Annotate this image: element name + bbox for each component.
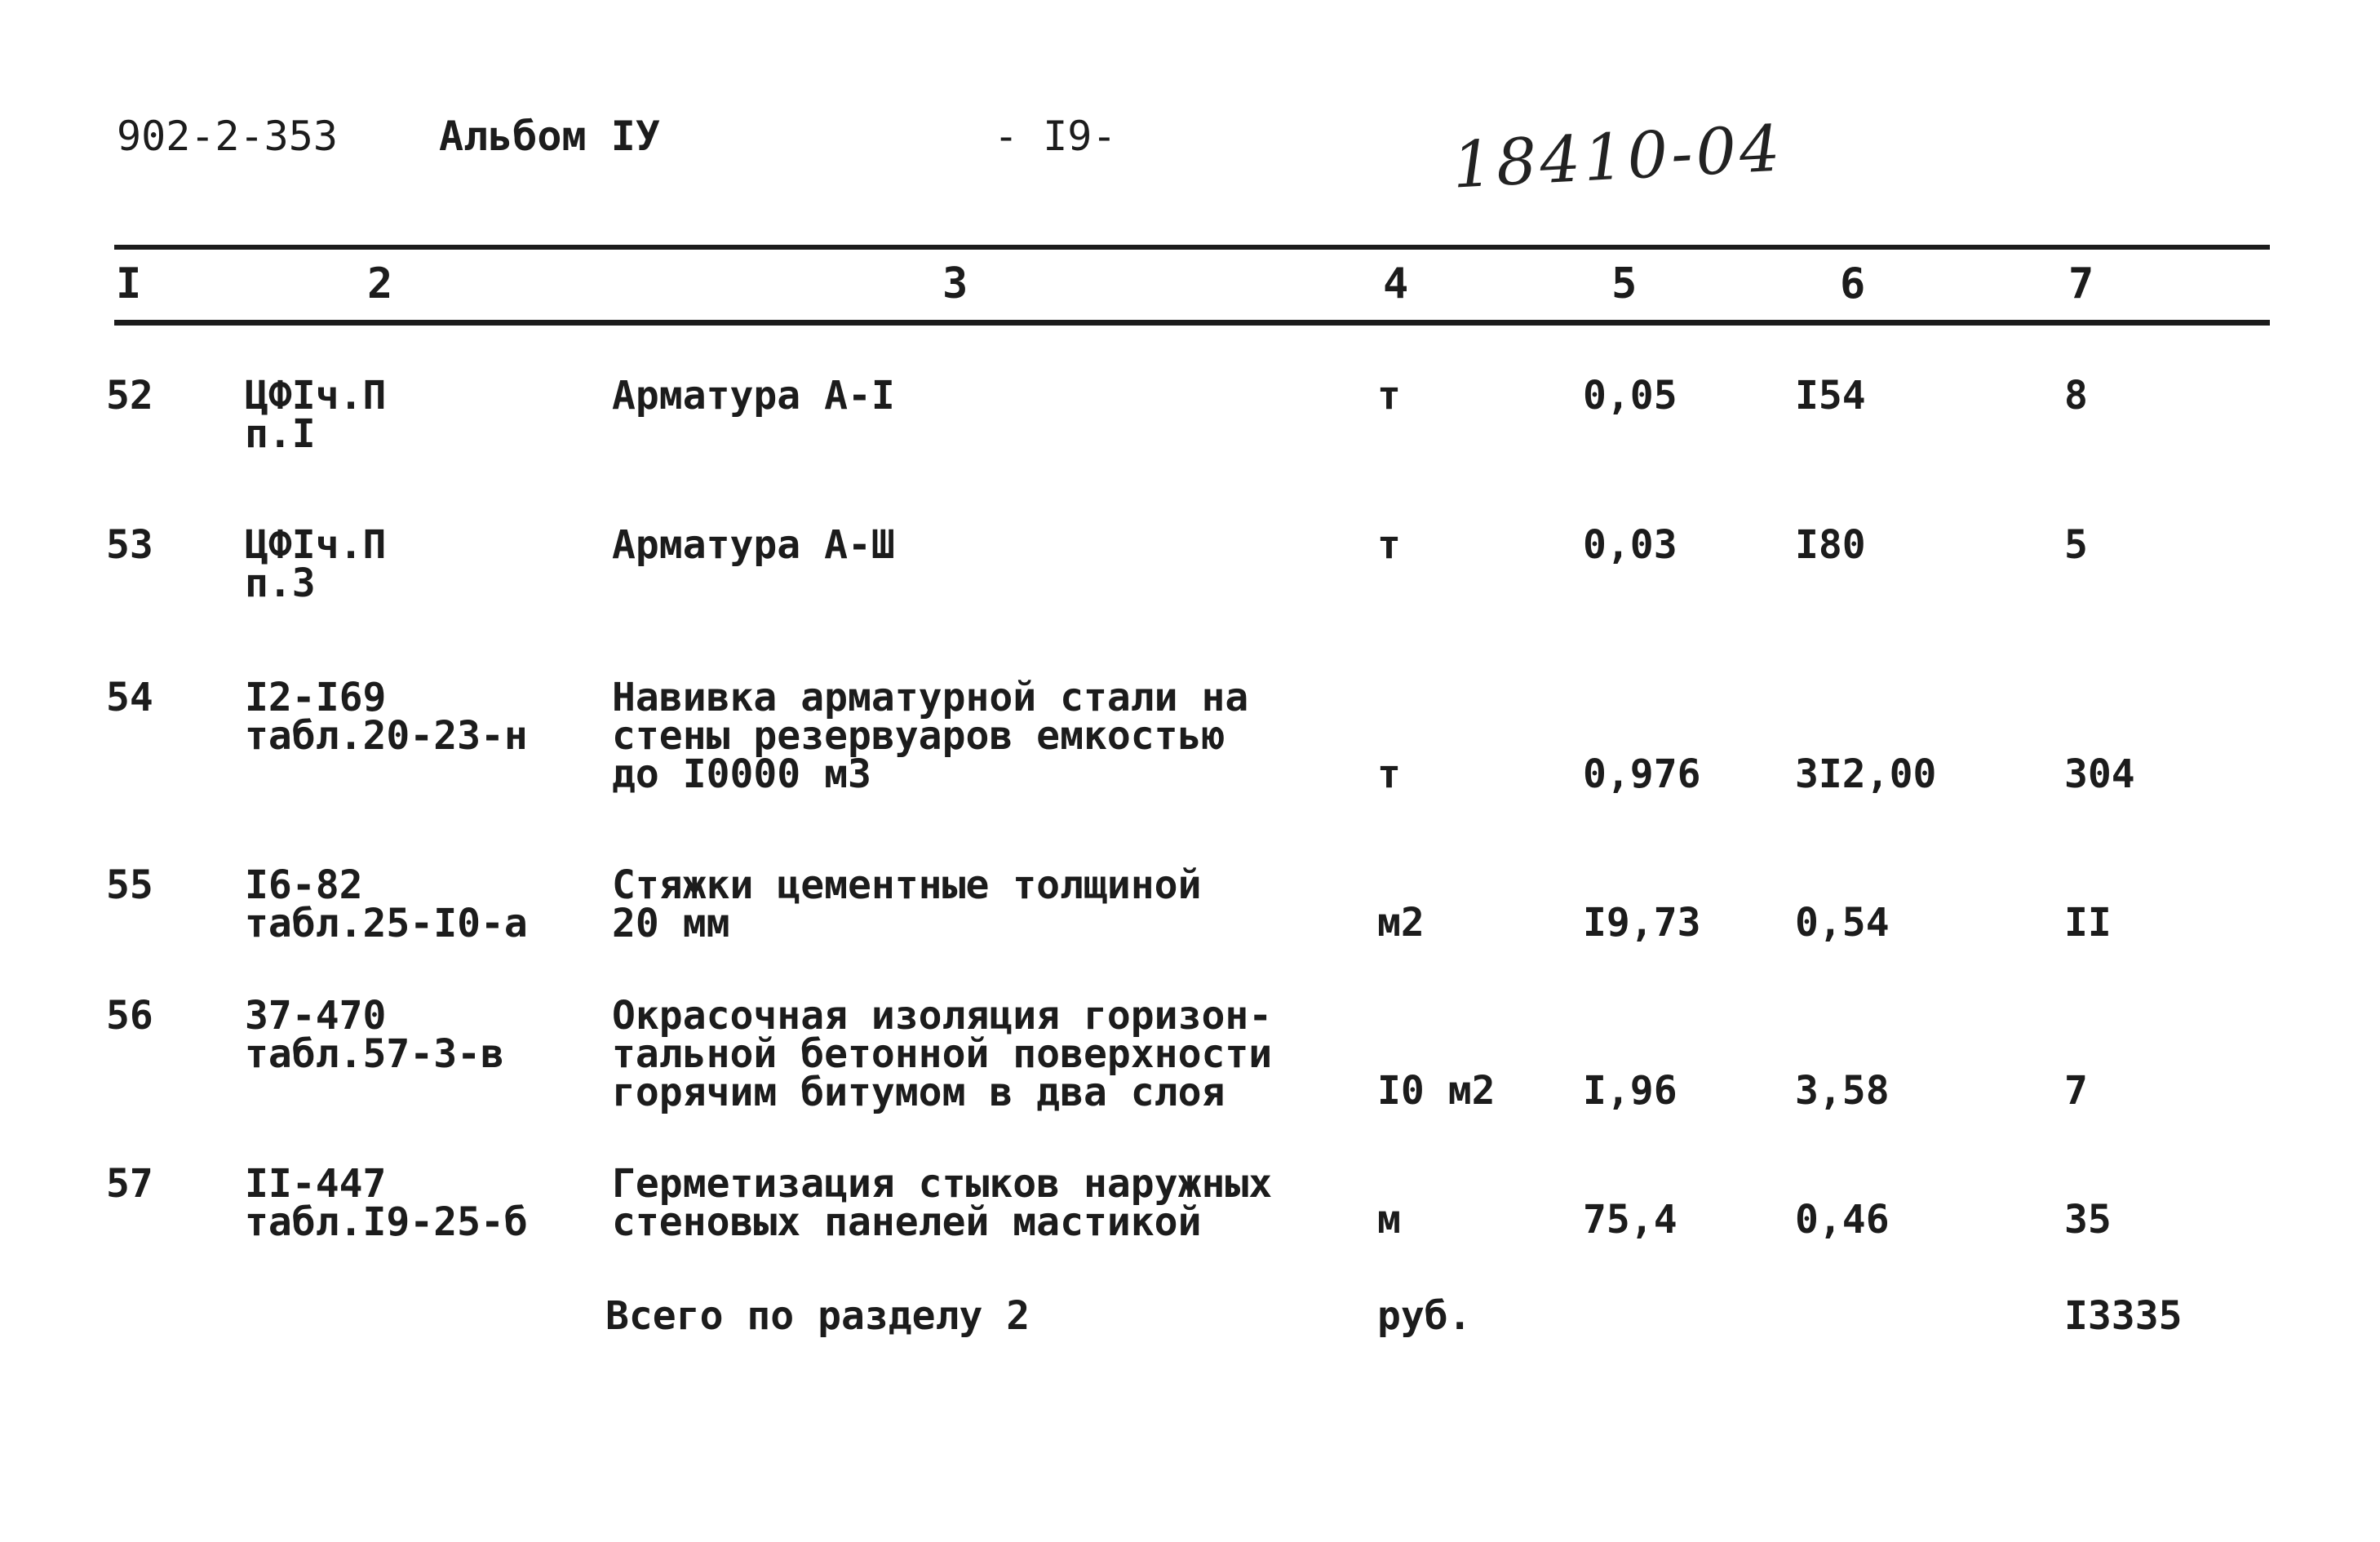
norm-code-line: п.I: [245, 411, 316, 457]
work-description: [612, 675, 1249, 797]
description-line: тальной бетонной поверхности: [612, 1031, 1273, 1077]
norm-code-line: ЦФIч.П: [245, 522, 387, 568]
norm-code-line: I6-82: [245, 862, 363, 908]
norm-code: [245, 675, 528, 759]
norm-code-line: II-447: [245, 1161, 387, 1207]
header-bottom-rule: [114, 320, 2270, 326]
norm-code: [245, 373, 387, 457]
section-total-value: I3335: [2064, 1293, 2183, 1339]
unit: м: [1377, 1197, 1401, 1243]
table-row: [0, 862, 2380, 1013]
album-label: Альбом IУ: [439, 113, 660, 160]
description-line: Герметизация стыков наружных: [612, 1161, 1273, 1207]
norm-code-line: табл.25-I0-а: [245, 901, 528, 946]
total-cost: II: [2064, 900, 2112, 946]
unit: т: [1377, 522, 1401, 568]
norm-code-line: I2-I69: [245, 675, 387, 720]
norm-code: [245, 993, 504, 1077]
description-line: горячим битумом в два слоя: [612, 1070, 1225, 1115]
column-number-2: 2: [367, 259, 393, 308]
row-number: 57: [106, 1161, 153, 1207]
unit-price: 0,46: [1795, 1197, 1890, 1243]
description-line: до I0000 м3: [612, 751, 871, 797]
section-total-label: Всего по разделу 2: [605, 1293, 1030, 1339]
norm-code: [245, 1161, 528, 1245]
work-description: [612, 1161, 1273, 1245]
description-line: стеновых панелей мастикой: [612, 1199, 1202, 1245]
table-row: [0, 373, 2380, 524]
unit-price: I80: [1795, 522, 1866, 568]
unit: I0 м2: [1377, 1068, 1496, 1114]
row-number: 55: [106, 862, 153, 908]
description-line: Арматура А-I: [612, 373, 895, 419]
description-line: Навивка арматурной стали на: [612, 675, 1249, 720]
column-number-7: 7: [2068, 259, 2094, 308]
unit-price: 3I2,00: [1795, 751, 1937, 797]
description-line: Стяжки цементные толщиной: [612, 862, 1202, 908]
page-number: - I9-: [994, 113, 1117, 160]
row-number: 53: [106, 522, 153, 568]
unit-price: 3,58: [1795, 1068, 1890, 1114]
work-description: [612, 862, 1202, 946]
column-number-5: 5: [1611, 259, 1638, 308]
total-cost: 8: [2064, 373, 2088, 419]
unit: т: [1377, 751, 1401, 797]
document-code: 902-2-353: [117, 113, 338, 160]
quantity: 0,05: [1583, 373, 1678, 419]
handwritten-number: 18410-04: [1450, 112, 1785, 203]
unit-price: I54: [1795, 373, 1866, 419]
section-total-unit: руб.: [1377, 1293, 1472, 1339]
unit: м2: [1377, 900, 1425, 946]
unit: т: [1377, 373, 1401, 419]
norm-code: [245, 522, 387, 606]
section-total-row: [0, 1293, 2380, 1444]
norm-code-line: табл.I9-25-б: [245, 1199, 528, 1245]
quantity: 0,03: [1583, 522, 1678, 568]
norm-code-line: табл.57-3-в: [245, 1031, 504, 1077]
row-number: 54: [106, 675, 153, 720]
table-row: [0, 1161, 2380, 1312]
total-cost: 7: [2064, 1068, 2088, 1114]
top-rule: [114, 245, 2270, 250]
table-row: [0, 993, 2380, 1144]
unit-price: 0,54: [1795, 900, 1890, 946]
norm-code-line: табл.20-23-н: [245, 713, 528, 759]
description-line: стены резервуаров емкостью: [612, 713, 1225, 759]
column-number-1: I: [116, 259, 142, 308]
description-line: Арматура А-Ш: [612, 522, 895, 568]
work-description: [612, 522, 895, 568]
table-row: [0, 522, 2380, 673]
norm-code: [245, 862, 528, 946]
norm-code-line: ЦФIч.П: [245, 373, 387, 419]
description-line: 20 мм: [612, 901, 730, 946]
column-number-3: 3: [942, 259, 968, 308]
quantity: 0,976: [1583, 751, 1701, 797]
work-description: [612, 373, 895, 419]
row-number: 52: [106, 373, 153, 419]
total-cost: 35: [2064, 1197, 2112, 1243]
description-line: Окрасочная изоляция горизон-: [612, 993, 1273, 1039]
quantity: 75,4: [1583, 1197, 1678, 1243]
norm-code-line: 37-470: [245, 993, 387, 1039]
quantity: I,96: [1583, 1068, 1678, 1114]
table-row: [0, 675, 2380, 826]
norm-code-line: п.3: [245, 561, 316, 606]
column-number-4: 4: [1383, 259, 1409, 308]
total-cost: 304: [2064, 751, 2135, 797]
quantity: I9,73: [1583, 900, 1701, 946]
work-description: [612, 993, 1273, 1115]
row-number: 56: [106, 993, 153, 1039]
total-cost: 5: [2064, 522, 2088, 568]
column-number-6: 6: [1840, 259, 1866, 308]
